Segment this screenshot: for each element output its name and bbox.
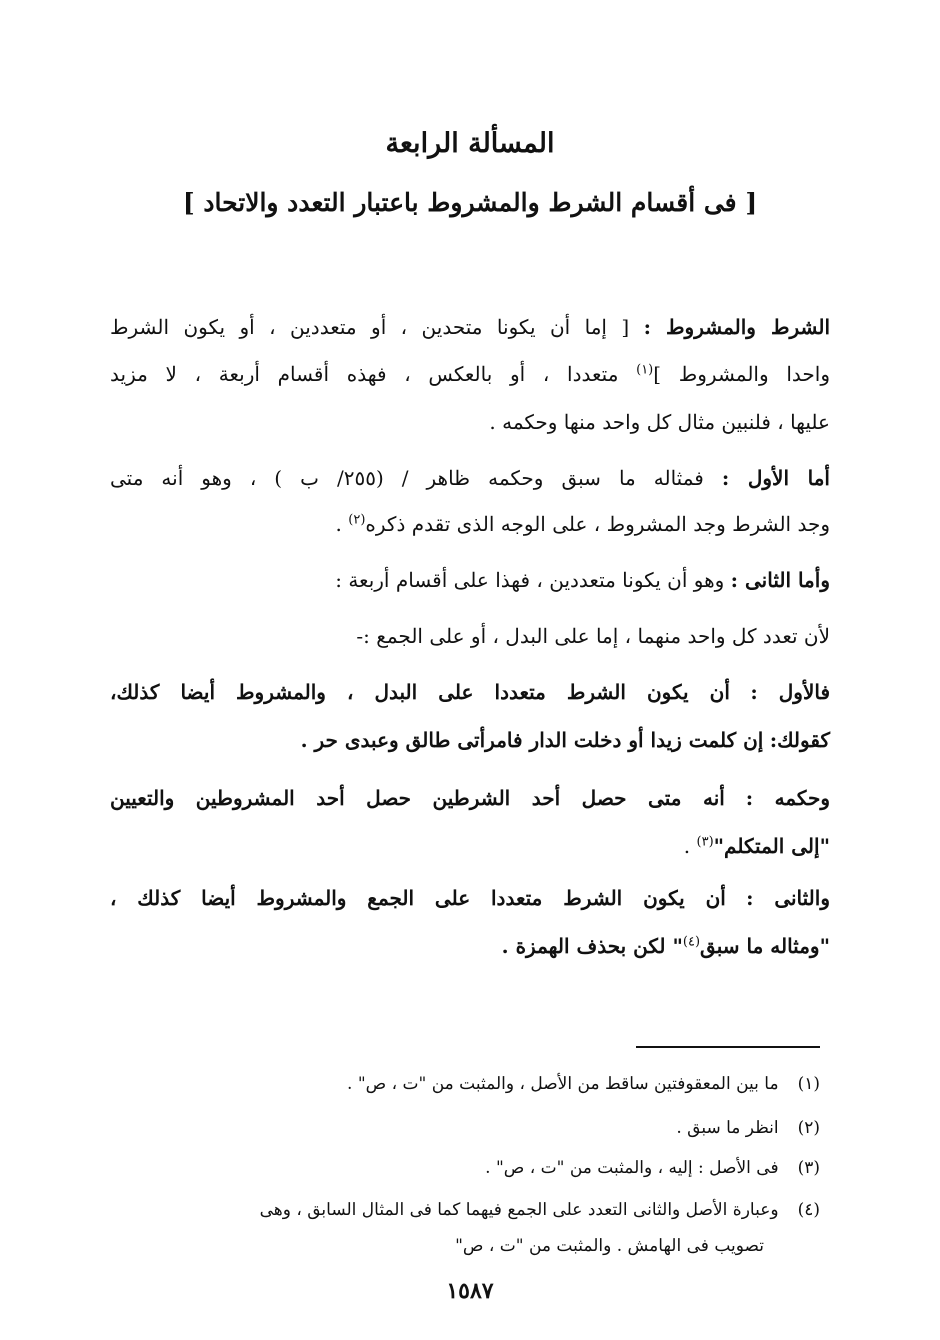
footnote-ref: (١)	[636, 362, 654, 378]
line-text: أن يكون الشرط متعددا على البدل ، والمشروط أيضا كذلك،	[110, 680, 730, 704]
paragraph-6-line-2	[684, 832, 830, 860]
line-text: فمثاله ما سبق وحكمه ظاهر / (٢٥٥/ ب ) ، وهو أنه متى	[110, 466, 704, 490]
footnote-number: (٢)	[797, 1118, 820, 1138]
footnote-3	[485, 1156, 820, 1180]
paragraph-6-line-1	[110, 784, 830, 812]
line-text: .	[683, 834, 697, 858]
line-text: " لكن بحذف الهمزة .	[501, 934, 683, 958]
line-text: أن يكون الشرط متعددا على الجمع والمشروط أيضا كذلك ،	[110, 886, 726, 910]
footnote-separator	[636, 1046, 820, 1048]
footnote-4	[260, 1198, 820, 1222]
line-text: وجد الشرط وجد المشروط ، على الوجه الذى تقدم ذكره	[365, 512, 830, 536]
footnote-ref: (٣)	[696, 834, 714, 850]
line-text: "إلى المتكلم"	[713, 834, 830, 858]
paragraph-1-line-3: عليها ، فلنبين مثال كل واحد منها وحكمه .	[489, 410, 830, 434]
paragraph-2-line-1	[110, 464, 830, 492]
footnote-1	[347, 1072, 820, 1096]
paragraph-7-line-1	[110, 884, 830, 912]
line-text: واحدا والمشروط ]	[653, 362, 830, 386]
term-lead: والثانى :	[746, 886, 830, 910]
chapter-title: المسألة الرابعة	[385, 128, 555, 159]
line-text: "ومثاله ما سبق	[700, 934, 830, 958]
page-number: ١٥٨٧	[446, 1278, 494, 1304]
footnote-number: (٤)	[797, 1200, 820, 1220]
term-lead: وأما الثانى :	[730, 568, 830, 592]
footnote-text: ما بين المعقوفتين ساقط من الأصل ، والمثبت من "ت ، ص" .	[347, 1074, 779, 1094]
paragraph-7-line-2	[502, 932, 830, 960]
footnote-text: انظر ما سبق .	[676, 1118, 779, 1138]
paragraph-5-line-1	[110, 678, 830, 706]
footnote-ref: (٢)	[348, 512, 366, 528]
term-lead: وحكمه :	[745, 786, 830, 810]
term-lead: فالأول :	[750, 680, 830, 704]
line-text: إن كلمت زيدا أو دخلت الدار فامرأتى طالق وعبدى حر .	[300, 728, 764, 752]
paragraph-5-line-2	[301, 726, 830, 754]
footnote-4-continuation: تصويب فى الهامش . والمثبت من "ت ، ص"	[455, 1236, 764, 1256]
paragraph-4-line-1: لأن تعدد كل واحد منهما ، إما على البدل ، أو على الجمع :-	[356, 624, 830, 648]
footnote-number: (١)	[797, 1074, 820, 1094]
chapter-subtitle: [ فى أقسام الشرط والمشروط باعتبار التعدد والاتحاد ]	[182, 188, 758, 217]
paragraph-3-line-1	[335, 566, 830, 594]
term-lead: كقولك:	[769, 728, 830, 752]
footnote-text: وعبارة الأصل والثانى التعدد على الجمع فيهما كما فى المثال السابق ، وهى	[259, 1200, 779, 1220]
paragraph-1-line-1	[110, 313, 830, 341]
footnote-ref: (٤)	[682, 934, 701, 950]
term-lead: الشرط والمشروط :	[643, 315, 831, 339]
footnote-2	[676, 1116, 820, 1140]
line-text: أنه متى حصل أحد الشرطين حصل أحد المشروطين والتعيين	[110, 786, 725, 810]
footnote-text: فى الأصل : إليه ، والمثبت من "ت ، ص" .	[485, 1158, 779, 1178]
line-text: [ إما أن يكونا متحدين ، أو متعددين ، أو يكون الشرط	[110, 315, 630, 339]
line-text: متعددا ، أو بالعكس ، فهذه أقسام أربعة ، لا مزيد	[110, 362, 637, 386]
line-text: .	[335, 512, 349, 536]
line-text: وهو أن يكونا متعددين ، فهذا على أقسام أربعة :	[335, 568, 725, 592]
term-lead: أما الأول :	[721, 466, 830, 490]
paragraph-2-line-2	[336, 510, 830, 538]
footnote-number: (٣)	[797, 1158, 820, 1178]
paragraph-1-line-2	[110, 360, 830, 388]
